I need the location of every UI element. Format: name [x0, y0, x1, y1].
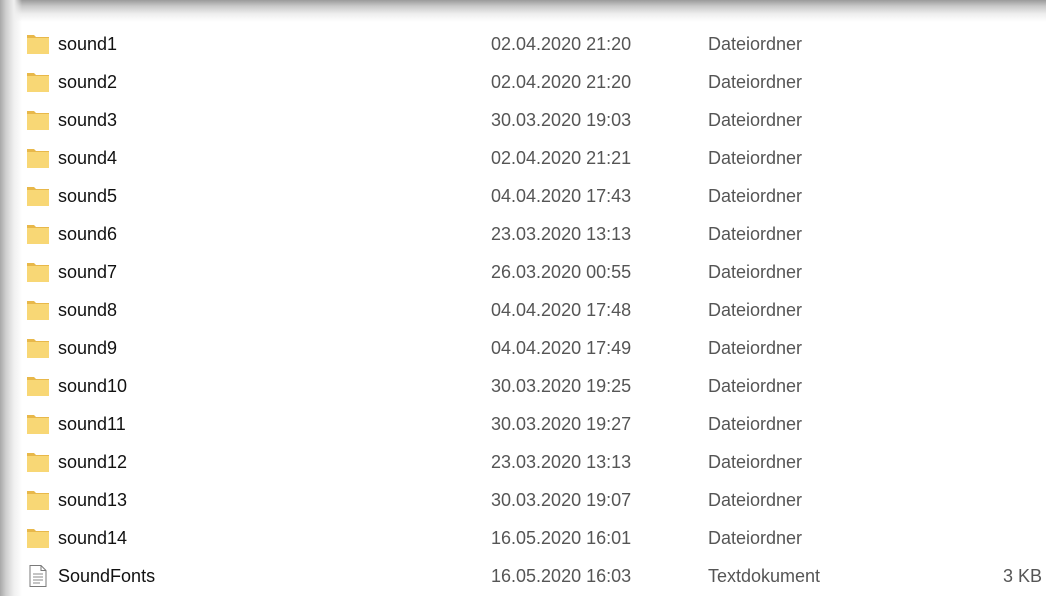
- folder-icon: [26, 32, 50, 56]
- file-name: sound8: [58, 299, 118, 320]
- file-name: sound4: [58, 147, 118, 168]
- file-name: sound7: [58, 261, 118, 282]
- file-date: 26.03.2020 00:55: [491, 261, 632, 282]
- file-type: Dateiordner: [708, 451, 803, 472]
- file-name: sound11: [58, 413, 126, 434]
- folder-icon: [26, 184, 50, 208]
- folder-icon: [26, 298, 50, 322]
- file-type: Textdokument: [708, 565, 821, 586]
- file-name: sound12: [58, 451, 128, 472]
- file-date: 30.03.2020 19:07: [491, 489, 632, 510]
- folder-icon: [26, 450, 50, 474]
- file-name: SoundFonts: [58, 565, 156, 586]
- file-date: 23.03.2020 13:13: [491, 223, 632, 244]
- file-type: Dateiordner: [708, 33, 803, 54]
- file-date: 30.03.2020 19:03: [491, 109, 632, 130]
- list-item[interactable]: [22, 139, 1046, 177]
- file-date: 16.05.2020 16:03: [491, 565, 632, 586]
- file-name: sound6: [58, 223, 118, 244]
- file-list: [22, 25, 1046, 595]
- list-item[interactable]: [22, 291, 1046, 329]
- folder-icon: [26, 108, 50, 132]
- folder-icon: [26, 526, 50, 550]
- list-item[interactable]: [22, 177, 1046, 215]
- file-type: Dateiordner: [708, 489, 803, 510]
- folder-icon: [26, 260, 50, 284]
- file-date: 04.04.2020 17:48: [491, 299, 632, 320]
- file-date: 02.04.2020 21:20: [491, 71, 632, 92]
- file-type: Dateiordner: [708, 375, 803, 396]
- file-name: sound14: [58, 527, 128, 548]
- file-type: Dateiordner: [708, 413, 803, 434]
- list-item[interactable]: [22, 443, 1046, 481]
- folder-icon: [26, 222, 50, 246]
- file-date: 23.03.2020 13:13: [491, 451, 632, 472]
- file-size: 3 KB: [1002, 565, 1042, 586]
- file-type: Dateiordner: [708, 109, 803, 130]
- file-date: 04.04.2020 17:43: [491, 185, 632, 206]
- file-name: sound5: [58, 185, 118, 206]
- file-type: Dateiordner: [708, 147, 803, 168]
- folder-icon: [26, 146, 50, 170]
- list-item[interactable]: [22, 25, 1046, 63]
- folder-icon: [26, 374, 50, 398]
- file-date: 04.04.2020 17:49: [491, 337, 632, 358]
- folder-icon: [26, 488, 50, 512]
- file-type: Dateiordner: [708, 261, 803, 282]
- list-item[interactable]: [22, 215, 1046, 253]
- file-name: sound2: [58, 71, 118, 92]
- file-name: sound10: [58, 375, 128, 396]
- list-item[interactable]: [22, 481, 1046, 519]
- file-type: Dateiordner: [708, 185, 803, 206]
- text-file-icon: [26, 564, 50, 588]
- file-date: 02.04.2020 21:20: [491, 33, 632, 54]
- list-item[interactable]: [22, 519, 1046, 557]
- folder-icon: [26, 70, 50, 94]
- file-type: Dateiordner: [708, 223, 803, 244]
- file-type: Dateiordner: [708, 337, 803, 358]
- list-item[interactable]: [22, 63, 1046, 101]
- file-date: 30.03.2020 19:27: [491, 413, 632, 434]
- folder-icon: [26, 336, 50, 360]
- file-name: sound3: [58, 109, 118, 130]
- list-item[interactable]: [22, 329, 1046, 367]
- file-name: sound13: [58, 489, 128, 510]
- file-type: Dateiordner: [708, 71, 803, 92]
- file-name: sound1: [58, 33, 118, 54]
- file-name: sound9: [58, 337, 118, 358]
- file-date: 16.05.2020 16:01: [491, 527, 632, 548]
- folder-icon: [26, 412, 50, 436]
- list-item[interactable]: [22, 101, 1046, 139]
- list-item[interactable]: [22, 367, 1046, 405]
- file-date: 02.04.2020 21:21: [491, 147, 632, 168]
- file-type: Dateiordner: [708, 527, 803, 548]
- list-item[interactable]: [22, 253, 1046, 291]
- list-item[interactable]: [22, 405, 1046, 443]
- file-date: 30.03.2020 19:25: [491, 375, 632, 396]
- list-item[interactable]: [22, 557, 1046, 595]
- file-type: Dateiordner: [708, 299, 803, 320]
